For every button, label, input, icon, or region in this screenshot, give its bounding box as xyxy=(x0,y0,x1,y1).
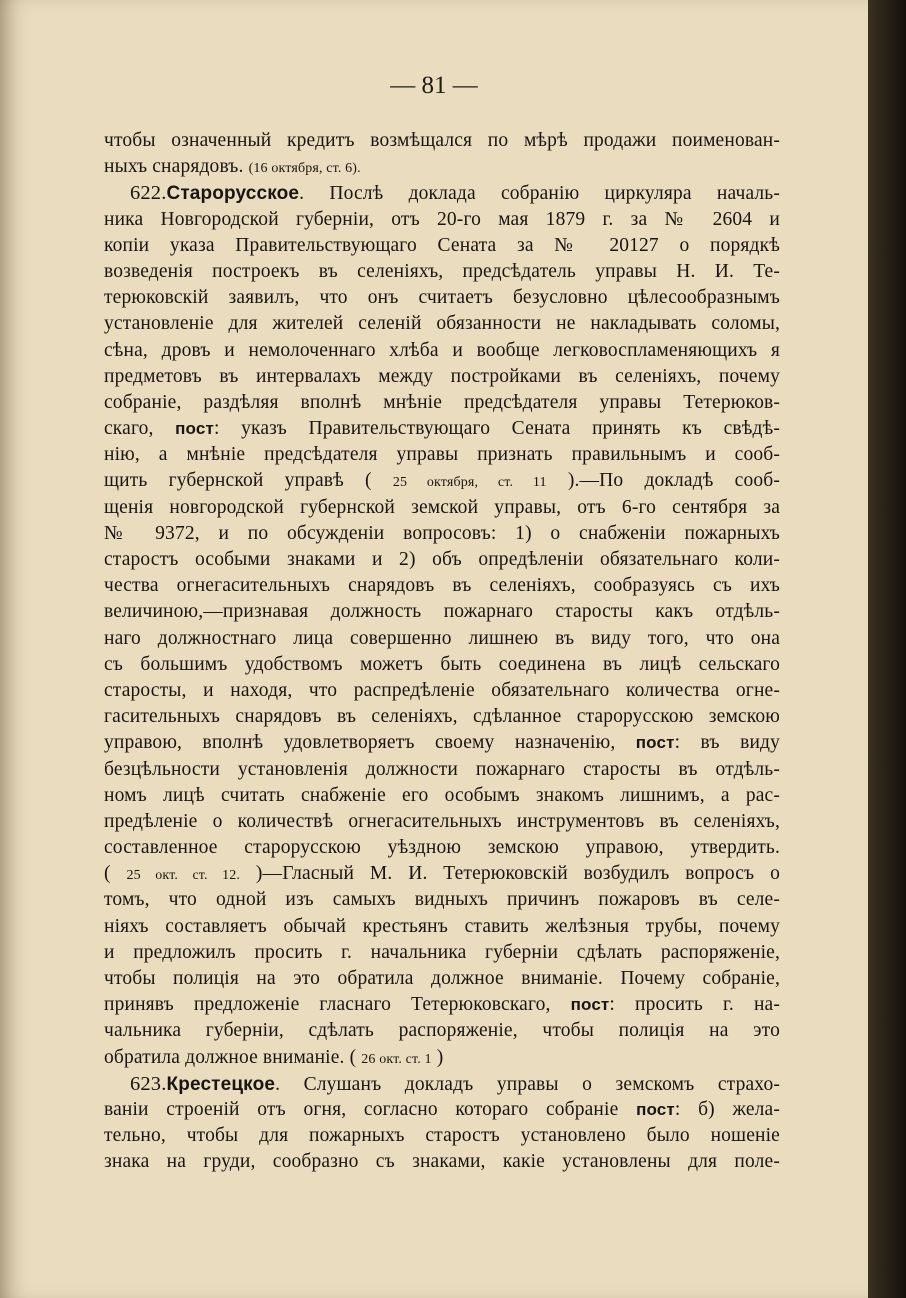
line-text-cont: : б) жела- xyxy=(674,1098,780,1120)
page-edge-shadow xyxy=(868,0,906,1298)
text-line xyxy=(104,704,780,730)
line-text: нію, а мнѣніе предсѣдателя управы признать правильнымъ и сооб- xyxy=(104,444,780,466)
line-text: предѣленіе о количествѣ огнегасительныхъ инструментовъ въ селеніяхъ, xyxy=(104,810,780,832)
text-line xyxy=(104,547,780,573)
line-text: № 9372, и по обсужденіи вопросовъ: 1) о снабженіи пожарныхъ xyxy=(104,522,780,544)
entry-number: 623. xyxy=(130,1072,167,1095)
text-line xyxy=(104,599,780,625)
date-reference: 25 окт. ст. 12. xyxy=(126,868,241,884)
text-line xyxy=(104,1018,780,1044)
line-text-cont: )—Гласный М. И. Тетерюковскій возбудилъ вопросъ о xyxy=(240,863,781,885)
line-text: ніяхъ составляетъ обычай крестьянъ ставить желѣзныя трубы, почему xyxy=(104,915,780,937)
text-line xyxy=(104,180,780,206)
text-line xyxy=(104,809,780,835)
line-text: чтобы полиція на это обратила должное вниманіе. Почему собраніе, xyxy=(104,968,780,989)
line-text: терюковскій заявилъ, что онъ считаетъ безусловно цѣлесообразнымъ xyxy=(104,287,780,309)
line-text: величиною,—признавая должность пожарнаго старосты какъ отдѣль- xyxy=(104,601,780,623)
text-line xyxy=(104,285,780,311)
line-text: обратила должное вниманіе. ( xyxy=(104,1046,362,1068)
text-line xyxy=(104,207,780,233)
text-line xyxy=(104,233,780,259)
line-text: безцѣльности установленія должности пожарнаго старосты въ отдѣль- xyxy=(104,758,780,780)
date-reference: 26 окт. ст. 1 xyxy=(361,1051,432,1067)
line-text: номъ лицѣ считать снабженіе его особымъ знакомъ лишнимъ, а рас- xyxy=(104,784,780,806)
line-text: знака на груди, сообразно съ знаками, какіе установлены для поле- xyxy=(104,1151,780,1173)
line-text-cont: : указъ Правительствующаго Сената принять къ свѣдѣ- xyxy=(213,418,780,440)
line-text: щенія новгородской губернской земской управы, отъ 6-го сентября за xyxy=(104,496,780,518)
line-text: копіи указа Правительствующаго Сената за № 20127 о порядкѣ xyxy=(104,234,780,256)
line-text: ника Новгородской губерніи, отъ 20-го мая 1879 г. за № 2604 и xyxy=(104,208,780,230)
resolution-marker: пост xyxy=(570,995,610,1015)
text-line xyxy=(104,1123,780,1149)
resolution-marker: пост xyxy=(636,1099,675,1119)
text-line xyxy=(104,128,780,154)
line-text: чества огнегасительныхъ снарядовъ въ селеніяхъ, сообразуясь съ ихъ xyxy=(104,575,780,597)
text-line xyxy=(104,338,780,364)
line-text: томъ, что одной изъ самыхъ видныхъ причинъ пожаровъ въ селе- xyxy=(104,889,780,911)
line-text: съ большимъ удобствомъ можетъ быть соединена въ лицѣ сельскаго xyxy=(104,653,780,675)
line-text: возведенія построекъ въ селеніяхъ, предсѣдатель управы Н. И. Те- xyxy=(104,260,780,282)
line-text: тельно, чтобы для пожарныхъ старостъ установлено было ношеніе xyxy=(104,1125,780,1147)
line-text-cont: ).—По докладѣ сооб- xyxy=(546,470,781,492)
line-text: ныхъ снарядовъ. xyxy=(104,156,249,178)
text-line xyxy=(104,678,780,704)
entry-number: 622. xyxy=(130,182,167,205)
text-line xyxy=(104,757,780,783)
line-text: старостъ особыми знаками и 2) объ опредѣленіи обязательнаго коли- xyxy=(104,549,780,570)
text-line xyxy=(104,259,780,285)
text-line xyxy=(104,966,780,992)
page-number: — 81 — xyxy=(390,72,478,99)
line-text: установленіе для жителей селеній обязанности не накладывать соломы, xyxy=(104,313,780,335)
body-text xyxy=(104,128,780,1176)
line-text: чтобы означенный кредитъ возмѣщался по мѣрѣ продажи поименован- xyxy=(104,130,780,151)
text-line xyxy=(104,311,780,337)
text-line xyxy=(104,730,780,756)
line-text: наго должностнаго лица совершенно лишнею въ виду того, что она xyxy=(104,627,780,649)
line-text: . Послѣ доклада собранію циркуляра началь- xyxy=(299,183,780,205)
line-text: старосты, и находя, что распредѣленіе обязательнаго количества огне- xyxy=(104,679,780,701)
text-line xyxy=(104,442,780,468)
text-line xyxy=(104,992,780,1018)
text-line xyxy=(104,887,780,913)
line-text: и предложилъ просить г. начальника губерніи сдѣлать распоряженіе, xyxy=(104,941,780,963)
line-text: . Слушанъ докладъ управы о земскомъ страхо- xyxy=(275,1073,780,1095)
date-reference: (16 октября, ст. 6). xyxy=(248,161,361,177)
line-text: составленное старорусскою уѣздною земскою управою, утвердить. xyxy=(104,837,780,859)
text-line xyxy=(104,521,780,547)
line-text: гасительныхъ снарядовъ въ селеніяхъ, сдѣланное старорусскою земскою xyxy=(104,706,780,728)
text-line xyxy=(104,390,780,416)
line-text: собраніе, раздѣляя вполнѣ мнѣніе предсѣдателя управы Тетерюков- xyxy=(104,391,780,413)
text-line xyxy=(104,940,780,966)
district-name: Старорусское xyxy=(166,183,300,205)
text-line xyxy=(104,1071,780,1097)
text-line xyxy=(104,154,780,180)
resolution-marker: пост xyxy=(175,419,214,439)
line-text: щить губернской управѣ ( xyxy=(104,470,393,492)
line-text: сѣна, дровъ и немолоченнаго хлѣба и вообще легковоспламеняющихъ я xyxy=(104,339,780,361)
text-line xyxy=(104,914,780,940)
text-line xyxy=(104,573,780,599)
text-line xyxy=(104,1149,780,1175)
text-line xyxy=(104,783,780,809)
text-line xyxy=(104,495,780,521)
line-text: скаго, xyxy=(104,418,176,440)
district-name: Крестецкое xyxy=(166,1073,276,1095)
line-text-cont: : въ виду xyxy=(674,732,780,754)
line-text: чальника губерніи, сдѣлать распоряженіе, чтобы полиція на это xyxy=(104,1020,780,1042)
text-line xyxy=(104,835,780,861)
resolution-marker: пост xyxy=(635,733,675,753)
text-line xyxy=(104,652,780,678)
text-line xyxy=(104,364,780,390)
text-line xyxy=(104,861,780,887)
line-text-cont: : просить г. на- xyxy=(609,994,780,1016)
line-text: предметовъ въ интервалахъ между постройками въ селеніяхъ, почему xyxy=(104,365,780,387)
line-text: управою, вполнѣ удовлетворяетъ своему назначенію, xyxy=(104,732,636,754)
text-line xyxy=(104,468,780,494)
text-line xyxy=(104,1045,780,1071)
line-text: принявъ предложеніе гласнаго Тетерюковскаго, xyxy=(104,994,571,1016)
line-text: ( xyxy=(104,863,127,885)
text-line xyxy=(104,1097,780,1123)
text-line xyxy=(104,626,780,652)
line-text-cont: ) xyxy=(431,1046,444,1068)
text-line xyxy=(104,416,780,442)
date-reference: 25 октября, ст. 11 xyxy=(392,475,547,491)
line-text: ваніи строеній отъ огня, согласно котораго собраніе xyxy=(104,1098,637,1120)
